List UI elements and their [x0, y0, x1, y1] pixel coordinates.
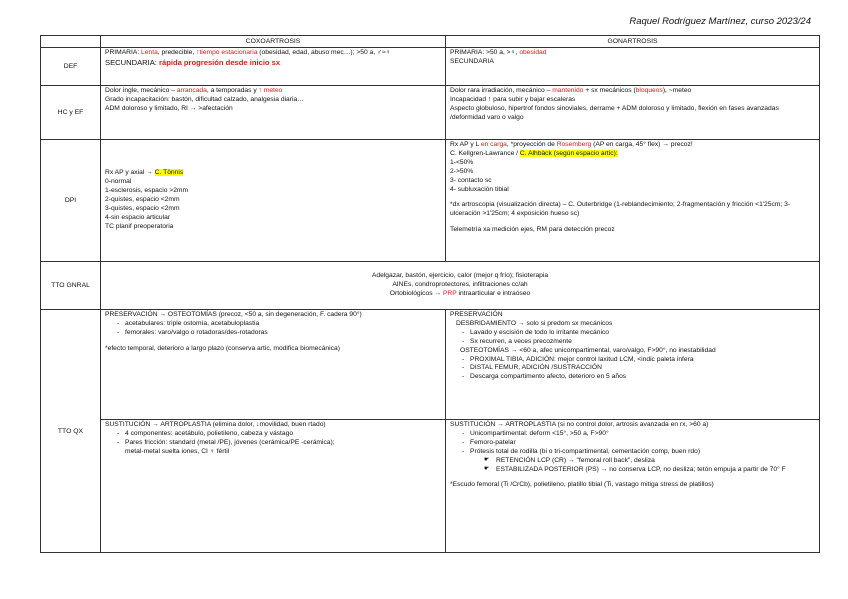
- ahlback-item: 1-<50%: [450, 158, 474, 166]
- tonnis-item: 2-quistes, espacio <2mm: [105, 196, 180, 204]
- def-coxo: PRIMARIA: Lenta, predecible, ↑tiempo estacionaria (obesidad, edad, abuso mec…); >50 a, ♂≈♀ SECUNDARIA: rápida progresión desde inicio sx: [101, 48, 446, 86]
- list-item: ☛ ESTABILIZADA POSTERIOR (PS) → no conserva LCP, no desliza; tetón empuja a partir de 70° F: [496, 466, 815, 475]
- header-coxoartrosis: COXOARTROSIS: [101, 36, 446, 48]
- list-item: - Pares fricción: standard (metal /PE), jóvenes (cerámica/PE -cerámica);: [125, 439, 441, 448]
- list-item: - Descarga compartimento afecto, deterioro en 5 años: [470, 373, 815, 382]
- corner-cell: [41, 36, 101, 48]
- ahlback-item: 3- contacto sc: [450, 176, 492, 184]
- hcef-coxo: Dolor ingle, mecánico – arrancada, a temporadas y ↑ meteo Grado incapacitación: bastón, dificultad calzado, analgesia diaria… ADM doloroso y limitado, RI → >afectación: [101, 86, 446, 140]
- list-item: - DISTAL FEMUR, ADICIÓN /SUSTRACCIÓN: [470, 364, 815, 373]
- author-line: Raquel Rodríguez Martínez, curso 2023/24: [629, 16, 811, 27]
- comparison-table: [40, 35, 820, 553]
- row-tto-gnral: [41, 262, 820, 310]
- header-gonartrosis: GONARTROSIS: [446, 36, 820, 48]
- row-label-tto-gnral: TTO GNRAL: [41, 262, 101, 310]
- list-item: - acetabulares: triple ostomía, acetabuloplastia: [125, 320, 441, 329]
- list-item: - Lavado y escisión de todo lo irritante mecánico: [470, 329, 815, 338]
- tonnis-item: 0-normal: [105, 178, 132, 186]
- list-item: ☛ RETENCIÓN LCP (CR) → "femoral roll back", desliza: [496, 457, 815, 466]
- tto-qx-gon-sustitucion: SUSTITUCIÓN → ARTROPLASTIA (si no control dolor, artrosis avanzada en rx, >60 a) - Unicompartimental: deform <15°, >50 a, F>90° - Femoro-patelar - Prótesis total de rodilla (bi o tri-compartimental, cementación comp, buen rdo) ☛ RETENCIÓN LCP (CR) → "femoral roll back", desliza ☛ ESTABILIZADA POSTERIOR (PS) → no conserva LCP, no desliza; tetón empuja a partir de 70° F *Escudo femoral (Ti /CrCb), polietileno, platillo tibial (Ti, vastago mitiga stress de platillos): [446, 420, 820, 553]
- row-label-dpi: DPI: [41, 140, 101, 262]
- dpi-gon: Rx AP y L en carga, *proyección de Rosemberg (AP en carga, 45° flex) → precoz! C. Kellgren-Lawrance / C. Alhbäck (según espacio artic): 1-<50% 2->50% 3- contacto sc 4- subluxación tibial *dx artroscopia (visualización directa) – C. Outerbridge (1-reblandecimiento; 2-fragmentación y fricción <1'25cm; 3- ulceración >1'25cm; 4 exposición hueso sc) Telemetría xa medición ejes, RM para detección precoz: [446, 140, 820, 262]
- row-tto-qx-sustitucion: [41, 420, 820, 553]
- ahlback-item: 2->50%: [450, 167, 474, 175]
- row-label-def: DEF: [41, 48, 101, 86]
- list-item: - femorales: varo/valgo o rotadoras/des-rotadoras: [125, 329, 441, 338]
- row-hcef: [41, 86, 820, 140]
- tto-qx-gon-preservacion: PRESERVACIÓN DESBRIDAMIENTO → solo si predom sx mecánicos - Lavado y escisión de todo lo irritante mecánico - Sx recurren, a veces precozmente OSTEOTOMÍAS → <60 a, afec unicompartimental, varo/valgo, F>90°, no inestabilidad - PROXIMAL TIBIA, ADICIÓN: mejor control laxitud LCM, <indic paleta infera - DISTAL FEMUR, ADICIÓN /SUSTRACCIÓN - Descarga compartimento afecto, deterioro en 5 años: [446, 310, 820, 420]
- list-item: - Sx recurren, a veces precozmente: [470, 338, 815, 347]
- row-tto-qx-preservacion: [41, 310, 820, 420]
- def-gon: PRIMARIA: >50 a, >♀, obesidad SECUNDARIA: [446, 48, 820, 86]
- tto-gnral-content: Adelgazar, bastón, ejercicio, calor (mejor q frío); fisioterapia AINEs, condroprotectores, infiltraciones cc/ah Ortobiológicos → PRP intraarticular e intraóseo: [101, 262, 820, 310]
- list-item: - Unicompartimental: deform <15°, >50 a, F>90°: [470, 430, 815, 439]
- list-item: - 4 componentes: acetábulo, polietileno, cabeza y vástago: [125, 430, 441, 439]
- row-def: [41, 48, 820, 86]
- tonnis-item: 1-esclerosis, espacio >2mm: [105, 187, 189, 195]
- tonnis-item: 3-quistes, espacio <2mm: [105, 204, 180, 212]
- list-item: - PROXIMAL TIBIA, ADICIÓN: mejor control laxitud LCM, <indic paleta infera: [470, 356, 815, 365]
- list-item: - Prótesis total de rodilla (bi o tri-compartimental, cementación comp, buen rdo): [470, 448, 815, 457]
- list-item: - Femoro-patelar: [470, 439, 815, 448]
- tonnis-item: 4-sin espacio articular: [105, 213, 171, 221]
- tto-qx-coxo-sustitucion: SUSTITUCIÓN → ARTROPLASTIA (elimina dolor, ↓movilidad, buen rtado) - 4 componentes: acetábulo, polietileno, cabeza y vástago - Pares fricción: standard (metal /PE), jóvenes (cerámica/PE -cerámica); metal-metal suelta iones, CI ♀ fértil: [101, 420, 446, 553]
- row-dpi: [41, 140, 820, 262]
- dpi-coxo: Rx AP y axial → C. Tönnis 0-normal 1-esclerosis, espacio >2mm 2-quistes, espacio <2mm 3-quistes, espacio <2mm 4-sin espacio articular TC planif preoperatoria: [101, 140, 446, 262]
- hcef-gon: Dolor rara irradiación, mecánico – mantenido + sx mecánicos (bloqueos), ~meteo Incapacidad ↑ para subir y bajar escaleras Aspecto globuloso, hipertrof fondos sinoviales, derrame + ADM doloroso y limitado, flexión en fases avanzadas /deformidad varo o valgo: [446, 86, 820, 140]
- row-label-hcef: HC y EF: [41, 86, 101, 140]
- tto-qx-coxo-preservacion: PRESERVACIÓN → OSTEOTOMÍAS (precoz, <50 a, sin degeneración, F. cadera 90°) - acetabulares: triple ostomía, acetabuloplastia - femorales: varo/valgo o rotadoras/des-rotadoras *efecto temporal, deterioro a largo plazo (conserva artic, modifica biomecánica): [101, 310, 446, 420]
- header-row: [41, 36, 820, 48]
- row-label-tto-qx: TTO QX: [41, 310, 101, 553]
- ahlback-item: 4- subluxación tibial: [450, 185, 509, 193]
